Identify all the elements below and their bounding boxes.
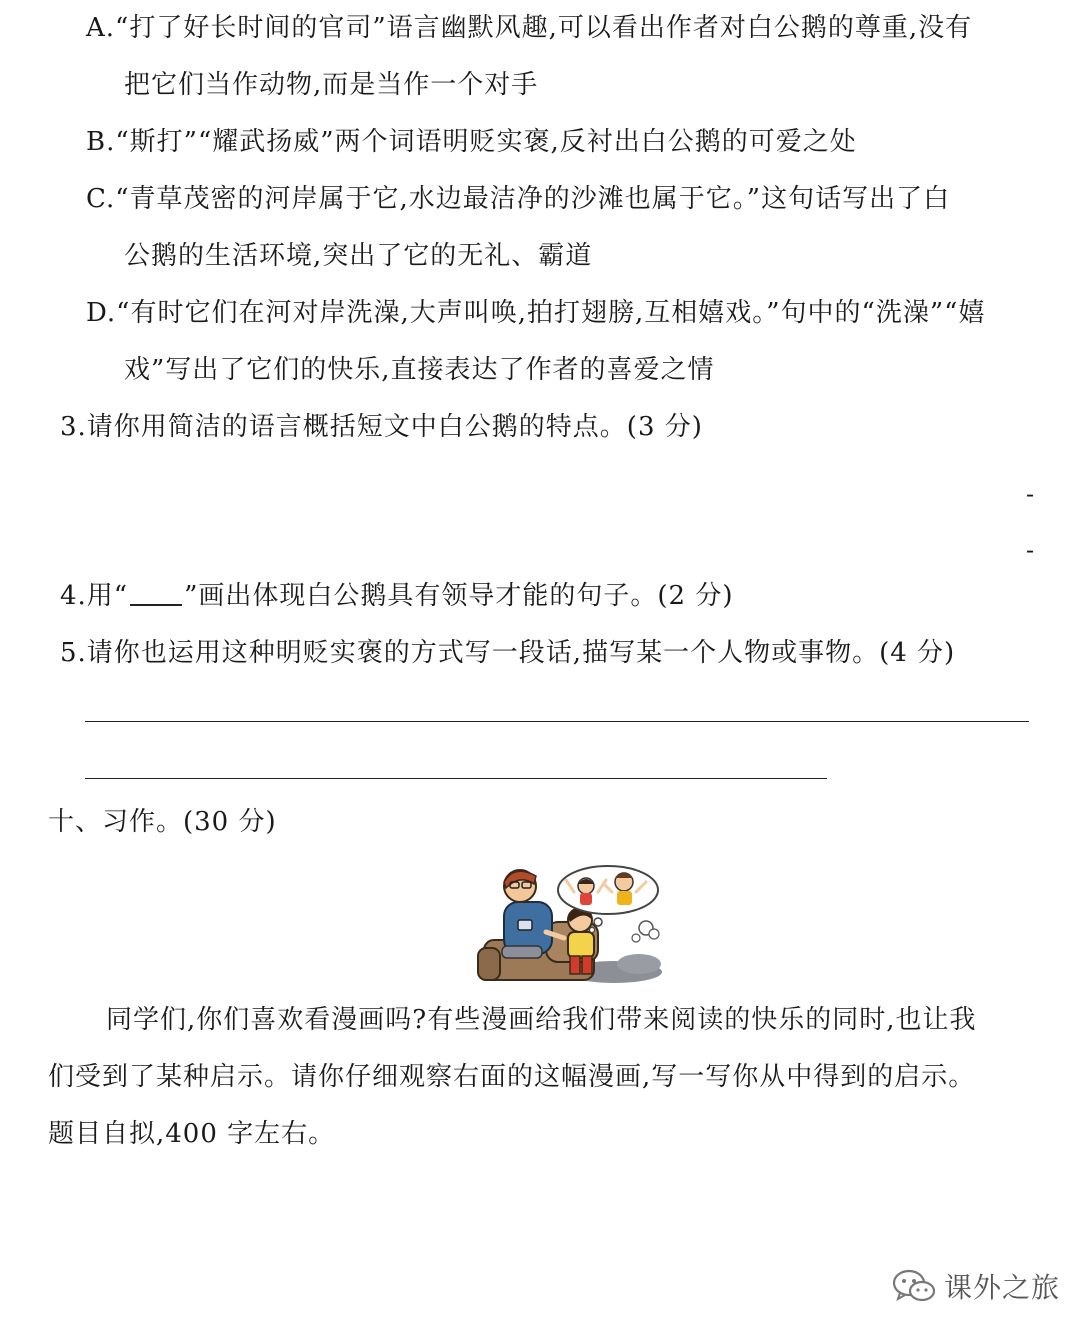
watermark-text: 课外之旅 (944, 1271, 1061, 1304)
option-c-line-1: C.“青草茂密的河岸属于它,水边最洁净的沙滩也属于它。”这句话写出了白 (86, 184, 951, 214)
question-4 (60, 580, 734, 612)
answer-mark-1: - (1026, 480, 1035, 508)
option-c-line-2: 公鹅的生活环境,突出了它的无礼、霸道 (124, 241, 593, 271)
option-a-line-2: 把它们当作动物,而是当作一个对手 (124, 70, 539, 100)
answer-line-1[interactable] (85, 721, 1029, 722)
prompt-line-3: 题目自拟,400 字左右。 (48, 1119, 336, 1149)
section-title: 十、习作。(30 分) (48, 807, 277, 837)
underline-blank (130, 582, 182, 606)
question-4-prefix: 4.用“ (60, 581, 129, 611)
option-d-line-2: 戏”写出了它们的快乐,直接表达了作者的喜爱之情 (124, 355, 715, 385)
option-b-line-1: B.“斯打”“耀武扬威”两个词语明贬实褒,反衬出白公鹅的可爱之处 (86, 127, 857, 157)
prompt-line-2: 们受到了某种启示。请你仔细观察右面的这幅漫画,写一写你从中得到的启示。 (48, 1062, 976, 1092)
option-a-line-1: A.“打了好长时间的官司”语言幽默风趣,可以看出作者对白公鹅的尊重,没有 (86, 13, 973, 43)
option-d-line-1: D.“有时它们在河对岸洗澡,大声叫唤,拍打翅膀,互相嬉戏。”句中的“洗澡”“嬉 (86, 298, 986, 328)
comic-illustration-icon (474, 862, 664, 986)
question-5: 5.请你也运用这种明贬实褒的方式写一段话,描写某一个人物或事物。(4 分) (60, 638, 956, 668)
answer-mark-2: - (1026, 536, 1035, 564)
wechat-icon (892, 1268, 936, 1304)
question-3: 3.请你用简洁的语言概括短文中白公鹅的特点。(3 分) (60, 412, 703, 442)
question-4-suffix: ”画出体现白公鹅具有领导才能的句子。(2 分) (184, 581, 734, 611)
answer-line-2[interactable] (85, 778, 827, 779)
watermark (892, 1262, 1060, 1310)
prompt-line-1: 同学们,你们喜欢看漫画吗?有些漫画给我们带来阅读的快乐的同时,也让我 (106, 1005, 977, 1035)
